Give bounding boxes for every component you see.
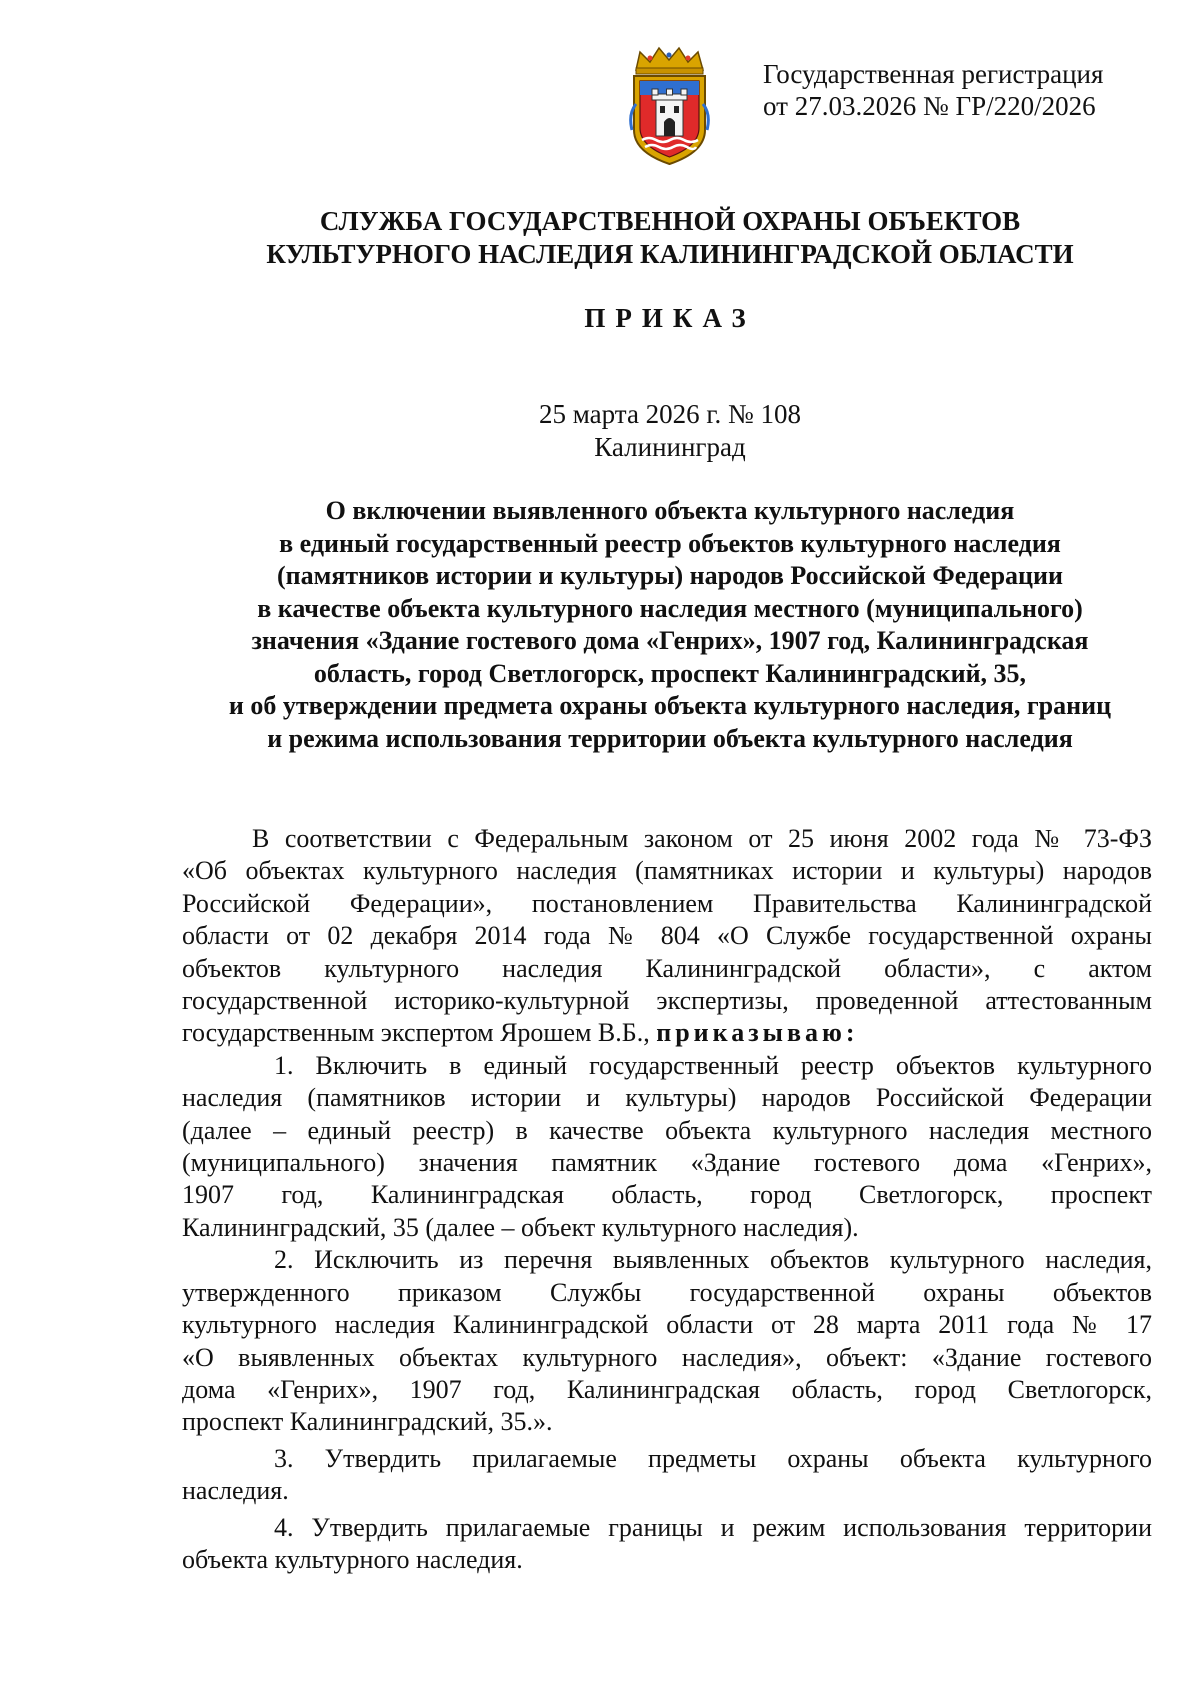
item-line: утвержденного приказом Службы государственной охраны объектов [182,1277,1152,1307]
preamble-last-line [182,1017,1152,1049]
item-last-line: объекта культурного наследия. [182,1544,523,1574]
item-line: 4. Утвердить прилагаемые границы и режим использования территории [274,1512,1152,1542]
order-body [182,823,1152,1576]
subject-line: в единый государственный реестр объектов культурного наследия [279,528,1061,558]
preamble-line: области от 02 декабря 2014 года № 804 «О Службе государственной охраны [182,921,1152,951]
item-last-line: Калининградский, 35 (далее – объект культурного наследия). [182,1212,859,1242]
item-line: (далее – единый реестр) в качестве объекта культурного наследия местного [182,1115,1152,1145]
tower-icon [652,89,687,136]
registration-block [763,58,1103,122]
order-subject [150,495,1190,755]
agency-name [150,205,1190,271]
agency-line-1: СЛУЖБА ГОСУДАРСТВЕННОЙ ОХРАНЫ ОБЪЕКТОВ [319,206,1021,236]
item-line: культурного наследия Калининградской области от 28 марта 2011 года № 17 [182,1310,1152,1340]
date-number: 25 марта 2026 г. № 108 [539,399,801,429]
subject-line: область, город Светлогорск, проспект Калининградский, 35, [313,658,1027,688]
subject-line: О включении выявленного объекта культурного наследия [325,496,1015,525]
item-line: 1907 год, Калининградская область, город Светлогорск, проспект [182,1180,1152,1210]
preamble-line: объектов культурного наследия Калининградской области», с актом [182,953,1152,983]
agency-line-2: КУЛЬТУРНОГО НАСЛЕДИЯ КАЛИНИНГРАДСКОЙ ОБЛАСТИ [266,239,1074,269]
crown-icon [636,48,703,74]
order-item-4 [182,1512,1152,1577]
registration-line-1: Государственная регистрация [763,59,1104,89]
order-item-3 [182,1443,1152,1508]
item-line: «О выявленных объектах культурного наследия», объект: «Здание гостевого [182,1342,1152,1372]
preamble-line: Российской Федерации», постановлением Правительства Калининградской [182,888,1152,918]
order-word: приказываю: [656,1018,859,1048]
item-line: 1. Включить в единый государственный реестр объектов культурного [274,1050,1152,1080]
item-line: 3. Утвердить прилагаемые предметы охраны объекта культурного [274,1443,1152,1473]
document-type-title: ПРИКАЗ [584,303,756,333]
item-last-line: проспект Калининградский, 35.». [182,1407,553,1437]
subject-line: и режима использования территории объекта культурного наследия [267,723,1073,753]
order-item-2 [182,1244,1152,1438]
subject-line: значения «Здание гостевого дома «Генрих», 1907 год, Калининградская [251,626,1089,655]
item-line: 2. Исключить из перечня выявленных объектов культурного наследия, [274,1245,1152,1275]
subject-line: (памятников истории и культуры) народов Российской Федерации [277,561,1063,590]
preamble-line: государственной историко-культурной экспертизы, проведенной аттестованным [182,986,1152,1016]
coat-of-arms-emblem [622,44,717,168]
item-last-line: наследия. [182,1476,289,1506]
preamble-line: «Об объектах культурного наследия (памятниках истории и культуры) народов [182,856,1152,886]
registration-line-2: от 27.03.2026 № ГР/220/2026 [763,91,1096,121]
item-line: наследия (памятников истории и культуры) народов Российской Федерации [182,1083,1152,1113]
preamble-line: В соответствии с Федеральным законом от 25 июня 2002 года № 73-ФЗ [252,824,1152,853]
preamble-last-text: государственным экспертом Ярошем В.Б., [182,1018,657,1048]
city: Калининград [594,432,746,462]
order-item-1 [182,1050,1152,1244]
item-line: дома «Генрих», 1907 год, Калининградская область, город Светлогорск, [182,1374,1152,1404]
date-number-block [150,398,1190,464]
subject-line: и об утверждении предмета охраны объекта культурного наследия, границ [228,691,1112,720]
preamble-paragraph [182,823,1152,1050]
item-line: (муниципального) значения памятник «Здание гостевого дома «Генрих», [182,1148,1152,1178]
subject-line: в качестве объекта культурного наследия местного (муниципального) [257,593,1083,623]
